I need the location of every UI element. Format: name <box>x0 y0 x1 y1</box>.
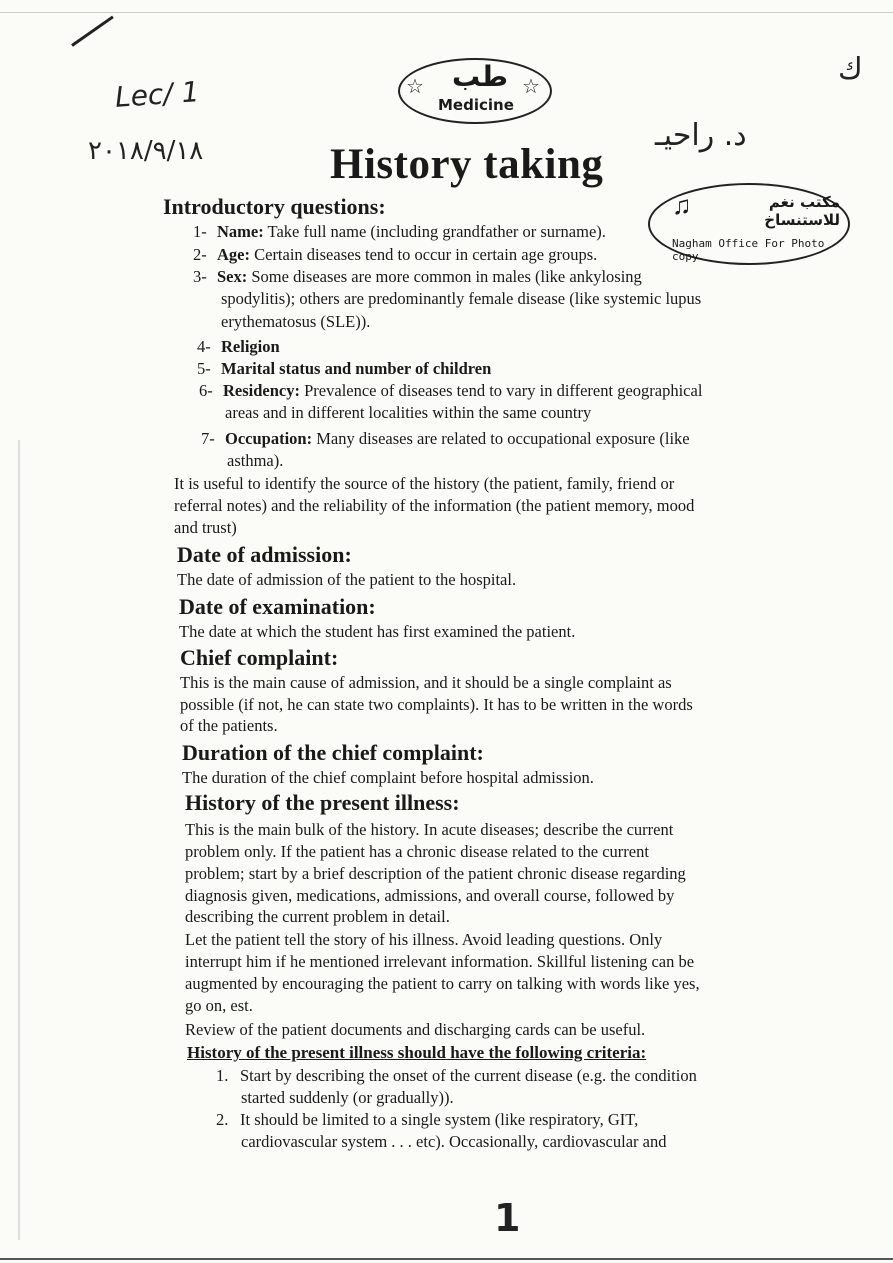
bottom-edge-line <box>0 1258 893 1260</box>
section-line: The duration of the chief complaint before hospital admission. <box>182 768 594 787</box>
criteria-item: 2. It should be limited to a single system (like respiratory, GIT, <box>216 1110 639 1129</box>
office-stamp <box>648 183 850 265</box>
section-line: This is the main cause of admission, and it should be a single complaint as <box>180 673 672 692</box>
section-line: problem; start by a brief description of the patient chronic disease regarding <box>185 864 686 883</box>
intro-note-line: It is useful to identify the source of the history (the patient, family, friend or <box>174 474 675 493</box>
section-line: This is the main bulk of the history. In acute diseases; describe the current <box>185 820 674 839</box>
intro-item-continued: spodylitis); others are predominantly female disease (like systemic lupus <box>221 289 702 308</box>
intro-item-continued: areas and in different localities within the same country <box>225 403 592 422</box>
stamp-office-english: Nagham Office For Photo copy <box>672 237 825 263</box>
intro-item-continued: erythematosus (SLE)). <box>221 312 371 331</box>
criteria-heading: History of the present illness should have the following criteria: <box>187 1043 647 1062</box>
intro-heading: Introductory questions: <box>163 194 386 219</box>
section-heading: Chief complaint: <box>180 645 339 670</box>
intro-note-line: and trust) <box>174 518 237 537</box>
handwritten-date: ٢٠١٨/٩/١٨ <box>88 136 204 166</box>
section-line: The date at which the student has first examined the patient. <box>179 622 576 641</box>
pen-stroke <box>71 16 114 47</box>
section-heading: Duration of the chief complaint: <box>182 740 484 765</box>
section-heading: History of the present illness: <box>185 790 460 815</box>
page-number: 1 <box>494 1196 521 1240</box>
intro-item: 2- Age: Certain diseases tend to occur in certain age groups. <box>193 245 598 264</box>
stamp-office-arabic: مكتب نغم للاستنساخ <box>764 193 840 229</box>
intro-item: 6- Residency: Prevalence of diseases tend to vary in different geographical <box>199 381 703 400</box>
lecture-note: Lec/ 1 <box>113 75 201 114</box>
criteria-item-continued: cardiovascular system . . . etc). Occasionally, cardiovascular and <box>241 1132 667 1151</box>
section-heading: Date of examination: <box>179 594 376 619</box>
criteria-item-continued: started suddenly (or gradually)). <box>241 1088 454 1107</box>
stamp-arabic: طب <box>452 60 509 93</box>
doctor-name: د. راحيـ <box>655 118 747 153</box>
music-note-icon: ♫ <box>672 191 692 220</box>
section-line: Review of the patient documents and discharging cards can be useful. <box>185 1020 646 1039</box>
section-line: go on, est. <box>185 996 253 1015</box>
section-line: diagnosis given, medications, admissions, and overall course, followed by <box>185 886 675 905</box>
stamp-label: Medicine <box>438 96 514 114</box>
page-title: History taking <box>330 141 604 188</box>
section-line: of the patients. <box>180 716 278 735</box>
medicine-stamp <box>398 58 552 124</box>
star-icon: ☆ <box>522 76 540 98</box>
star-icon: ☆ <box>406 76 424 98</box>
section-line: possible (if not, he can state two complaints). It has to be written in the words <box>180 695 693 714</box>
intro-item: 4- Religion <box>197 337 280 356</box>
section-line: interrupt him if he mentioned irrelevant information. Skillful listening can be <box>185 952 695 971</box>
section-heading: Date of admission: <box>177 542 352 567</box>
intro-note-line: referral notes) and the reliability of the information (the patient memory, mood <box>174 496 695 515</box>
intro-item: 5- Marital status and number of children <box>197 359 492 378</box>
criteria-item: 1. Start by describing the onset of the current disease (e.g. the condition <box>216 1066 697 1085</box>
intro-item: 7- Occupation: Many diseases are related to occupational exposure (like <box>201 429 690 448</box>
top-edge-line <box>0 12 893 13</box>
corner-mark: ك <box>838 52 863 87</box>
intro-item: 3- Sex: Some diseases are more common in males (like ankylosing <box>193 267 642 286</box>
section-line: describing the current problem in detail. <box>185 907 450 926</box>
section-line: problem only. If the patient has a chronic disease related to the current <box>185 842 649 861</box>
section-line: augmented by encouraging the patient to carry on talking with words like yes, <box>185 974 700 993</box>
section-line: The date of admission of the patient to the hospital. <box>177 570 517 589</box>
left-edge-line <box>18 440 20 1240</box>
intro-item-continued: asthma). <box>227 451 284 470</box>
intro-item: 1- Name: Take full name (including grandfather or surname). <box>193 222 606 241</box>
section-line: Let the patient tell the story of his illness. Avoid leading questions. Only <box>185 930 663 949</box>
